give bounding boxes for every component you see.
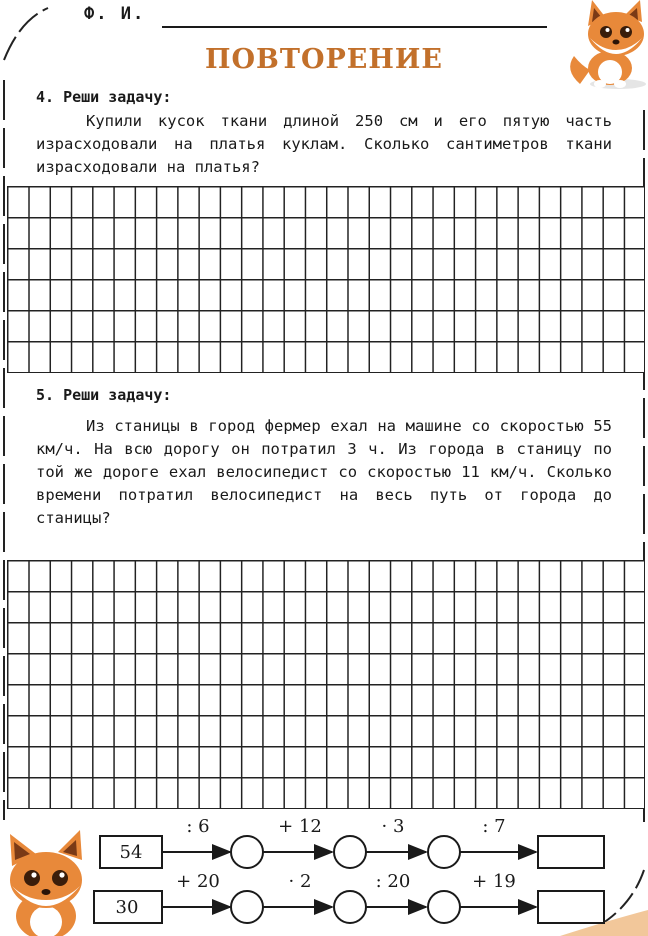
chain-2-answer-circle-1 [231,891,263,923]
answer-grid-task-5[interactable] [7,560,645,809]
chain-2-op-3: : 20 [375,871,411,892]
chain-2-answer-circle-3 [428,891,460,923]
fox-mascot-icon [560,0,648,90]
task-4-heading: 4. Реши задачу: [36,88,172,106]
chain-1-op-2: + 12 [278,816,322,837]
chain-1-op-1: : 6 [186,816,210,837]
chain-2-answer-circle-2 [334,891,366,923]
chain-2-op-1: + 20 [176,871,220,892]
chain-1-answer-circle-2 [334,836,366,868]
chain-1-answer-circle-1 [231,836,263,868]
answer-grid-task-4[interactable] [7,186,645,373]
task-5-text: Из станицы в город фермер ехал на машине со скоростью 55 км/ч. На всю дорогу он потратил 3 ч. Из города в станицу по той же дороге ехал велосипедист со скоростью 11 км/ч. Сколько времени потратил велосипедист на весь путь от города до станицы? [36,417,612,527]
chain-2-op-2: · 2 [288,871,312,892]
page-title: ПОВТОРЕНИЕ [205,44,443,75]
computation-chains [0,810,648,936]
chain-2-result-box [538,891,604,923]
task-4-text: Купили кусок ткани длиной 250 см и его пятую часть израсходовали на платья куклам. Сколько сантиметров ткани израсходовали на платья? [36,112,612,176]
chain-1-answer-circle-3 [428,836,460,868]
chain-1-op-3: · 3 [381,816,405,837]
chain-1-start-value: 54 [119,842,143,863]
chain-2-start-value: 30 [115,897,139,918]
chain-2-op-4: + 19 [472,871,516,892]
chain-1-op-4: : 7 [482,816,506,837]
chain-1 [100,816,604,868]
name-field[interactable] [162,26,547,28]
chain-1-result-box [538,836,604,868]
chain-2 [94,871,604,923]
name-label: Ф. И. [84,4,146,24]
task-5-heading: 5. Реши задачу: [36,386,172,404]
